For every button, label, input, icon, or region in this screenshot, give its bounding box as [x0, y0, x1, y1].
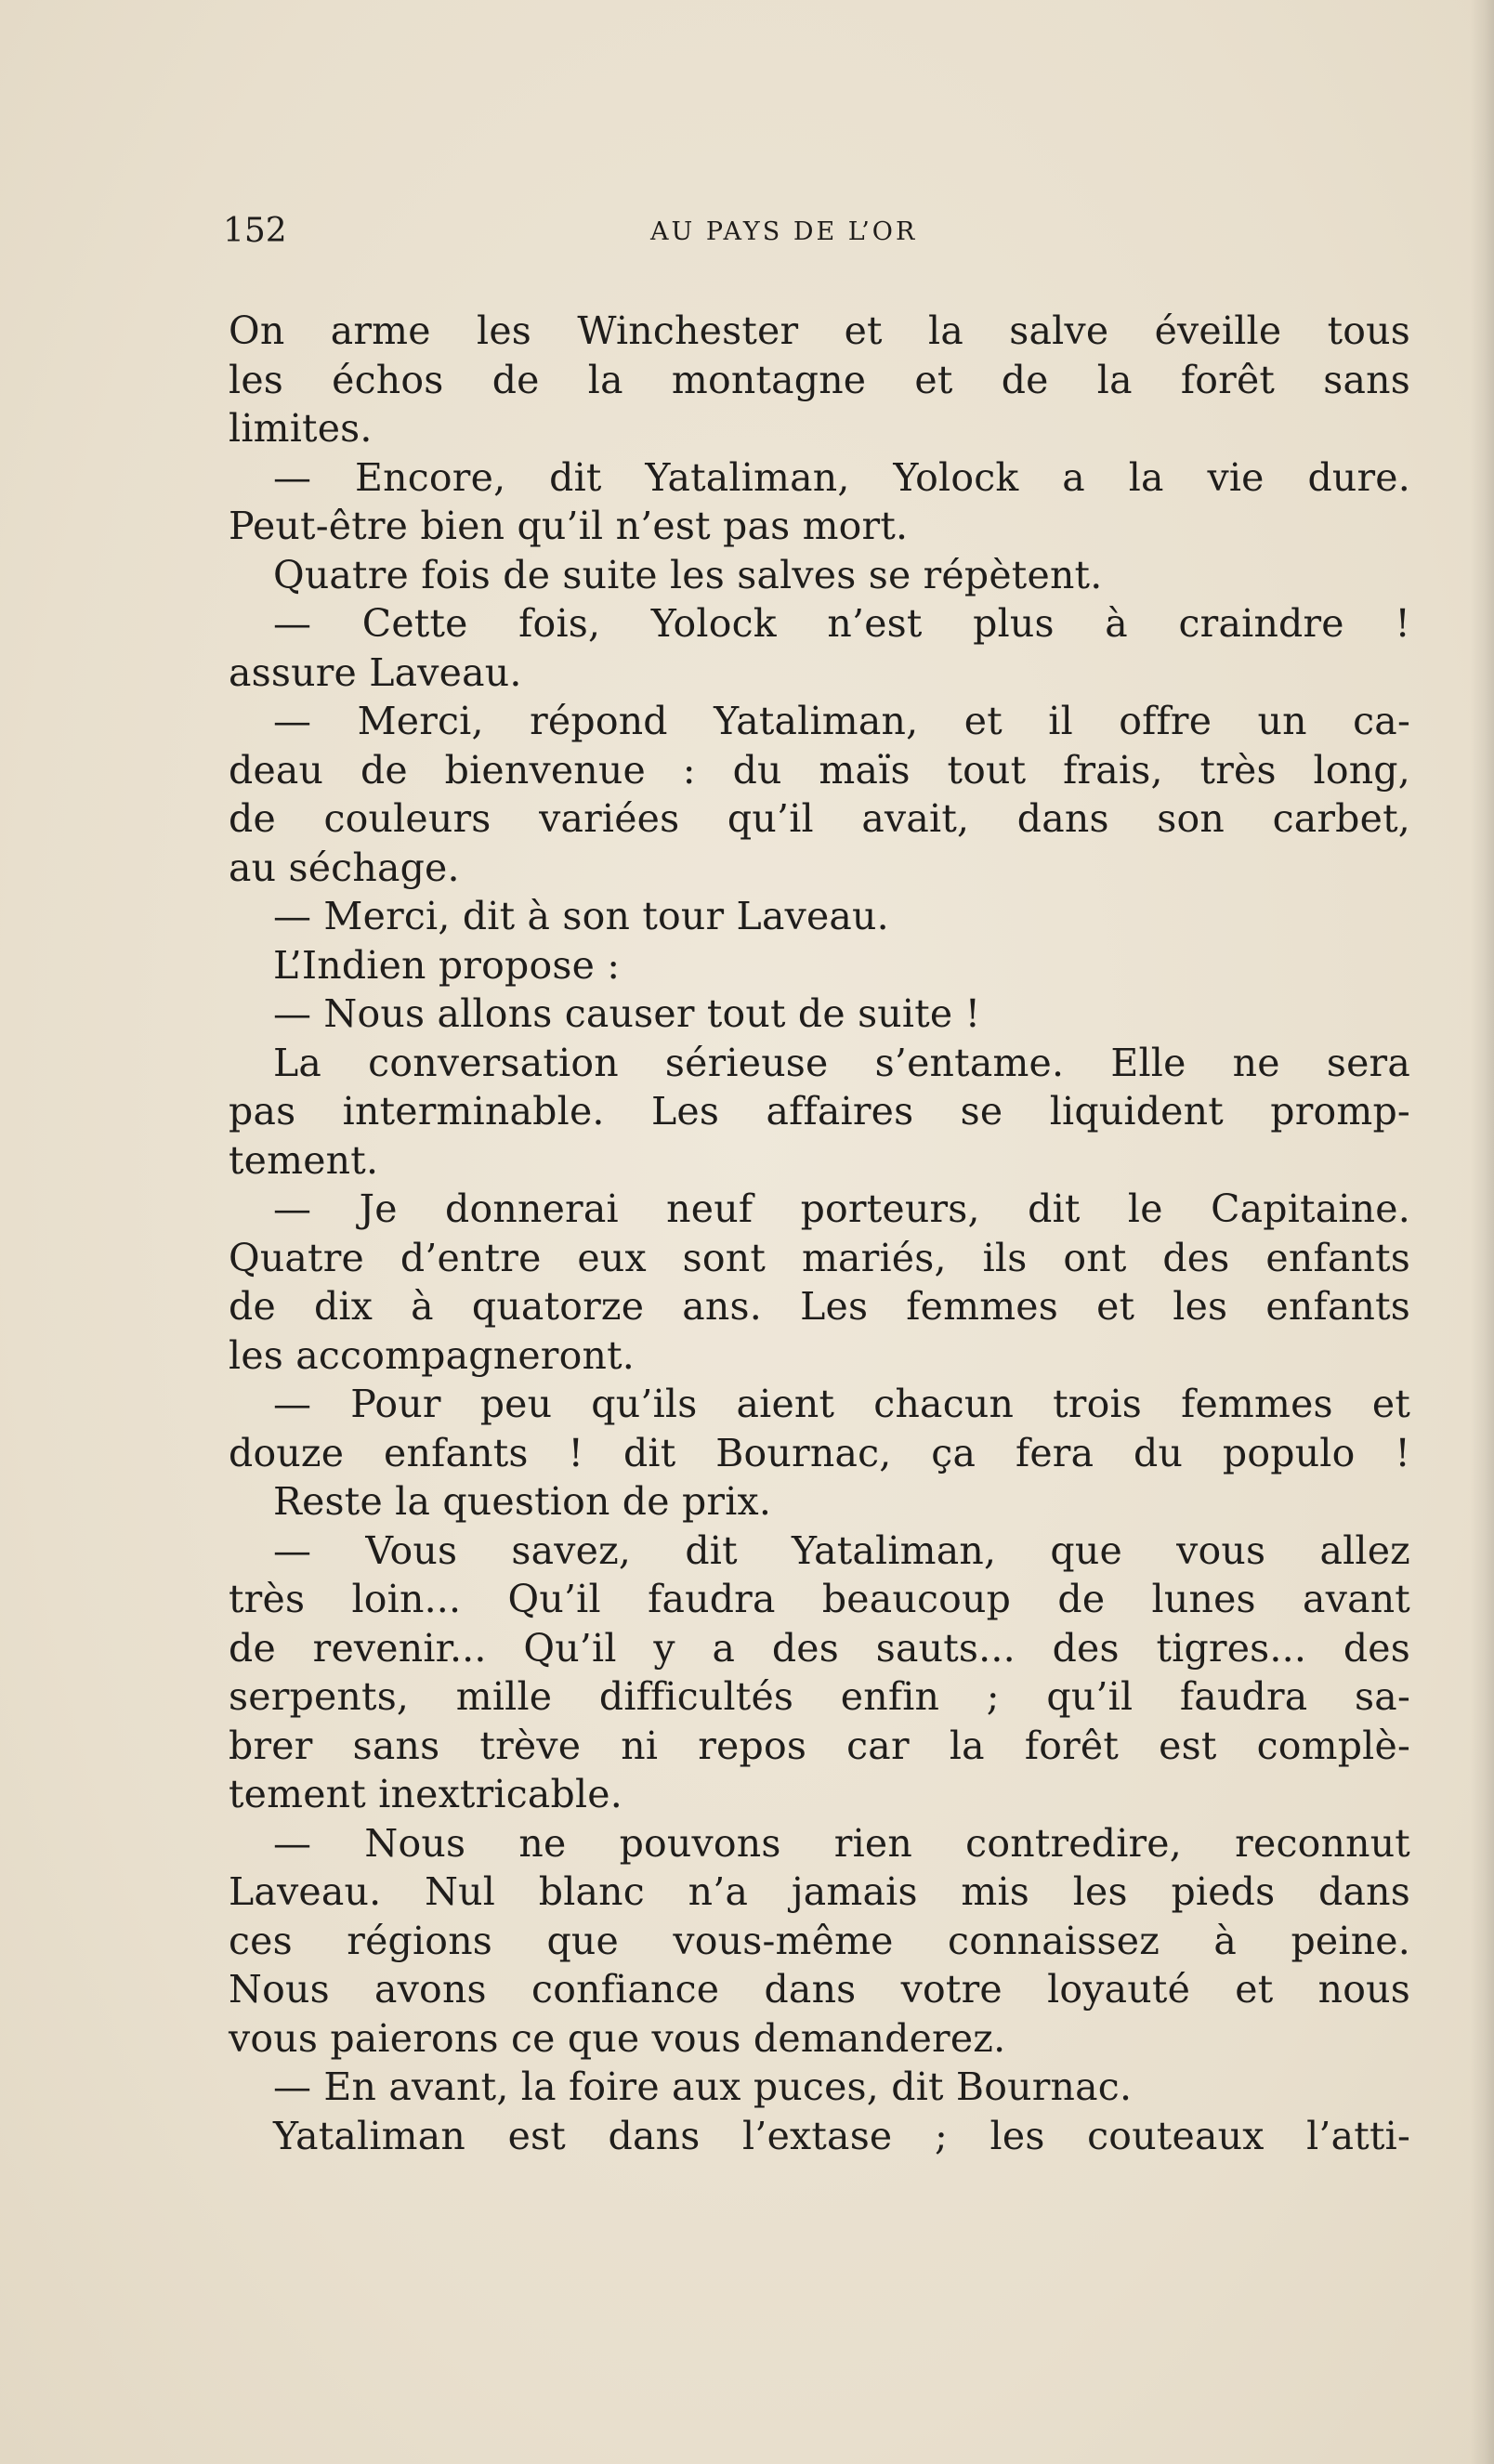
- text-line: On arme les Winchester et la salve éveille tous: [229, 308, 1410, 353]
- text-line: pas interminable. Les affaires se liquident promp-: [229, 1089, 1410, 1134]
- text-line: Laveau. Nul blanc n’a jamais mis les pieds dans: [229, 1869, 1410, 1914]
- text-line: les échos de la montagne et de la forêt sans: [229, 357, 1410, 402]
- text-line: — Vous savez, dit Yataliman, que vous allez: [273, 1527, 1410, 1573]
- text-line: de couleurs variées qu’il avait, dans son carbet,: [229, 796, 1410, 841]
- text-line: deau de bienvenue : du maïs tout frais, très long,: [229, 747, 1410, 793]
- text-line: Quatre fois de suite les salves se répètent.: [273, 552, 1103, 597]
- text-line: tement.: [229, 1137, 379, 1183]
- text-line: assure Laveau.: [229, 649, 522, 695]
- text-line: — Je donnerai neuf porteurs, dit le Capitaine.: [273, 1186, 1410, 1231]
- text-line: au séchage.: [229, 845, 460, 890]
- text-line: Yataliman est dans l’extase ; les couteaux l’atti-: [273, 2113, 1410, 2158]
- text-line: Nous avons confiance dans votre loyauté et nous: [229, 1967, 1410, 2012]
- text-line: — Nous allons causer tout de suite !: [273, 991, 981, 1036]
- text-line: douze enfants ! dit Bournac, ça fera du populo !: [229, 1430, 1410, 1475]
- text-line: de revenir... Qu’il y a des sauts... des tigres... des: [229, 1625, 1410, 1671]
- running-header: [223, 204, 966, 260]
- text-line: tement inextricable.: [229, 1772, 622, 1816]
- text-line: brer sans trève ni repos car la forêt est complè-: [229, 1723, 1410, 1768]
- text-line: limites.: [229, 406, 373, 451]
- text-line: — Merci, dit à son tour Laveau.: [273, 894, 889, 938]
- running-title: AU PAYS DE L’OR: [650, 217, 918, 246]
- text-line: ces régions que vous-même connaissez à peine.: [229, 1918, 1410, 1963]
- text-line: vous paierons ce que vous demanderez.: [229, 2015, 1006, 2061]
- text-line: serpents, mille difficultés enfin ; qu’il faudra sa-: [229, 1674, 1410, 1719]
- text-line: — En avant, la foire aux puces, dit Bournac.: [273, 2064, 1133, 2109]
- text-line: Reste la question de prix.: [273, 1479, 772, 1524]
- text-line: — Cette fois, Yolock n’est plus à craindre !: [273, 601, 1410, 646]
- text-line: La conversation sérieuse s’entame. Elle ne sera: [273, 1040, 1410, 1085]
- text-line: — Encore, dit Yataliman, Yolock a la vie dure.: [273, 454, 1410, 500]
- text-line: Quatre d’entre eux sont mariés, ils ont des enfants: [229, 1235, 1410, 1280]
- text-line: — Pour peu qu’ils aient chacun trois femmes et: [273, 1382, 1410, 1426]
- page-number: 152: [223, 212, 287, 250]
- text-line: L’Indien propose :: [273, 942, 621, 988]
- text-line: Peut-être bien qu’il n’est pas mort.: [229, 504, 909, 548]
- text-line: de dix à quatorze ans. Les femmes et les enfants: [229, 1284, 1410, 1329]
- body-text: [229, 307, 1410, 2160]
- page-edge-shadow: [1470, 0, 1494, 2464]
- text-line: — Merci, répond Yataliman, et il offre un ca-: [273, 699, 1410, 743]
- text-line: très loin... Qu’il faudra beaucoup de lunes avant: [229, 1577, 1410, 1621]
- text-line: les accompagneront.: [229, 1332, 635, 1378]
- text-line: — Nous ne pouvons rien contredire, reconnut: [273, 1820, 1410, 1866]
